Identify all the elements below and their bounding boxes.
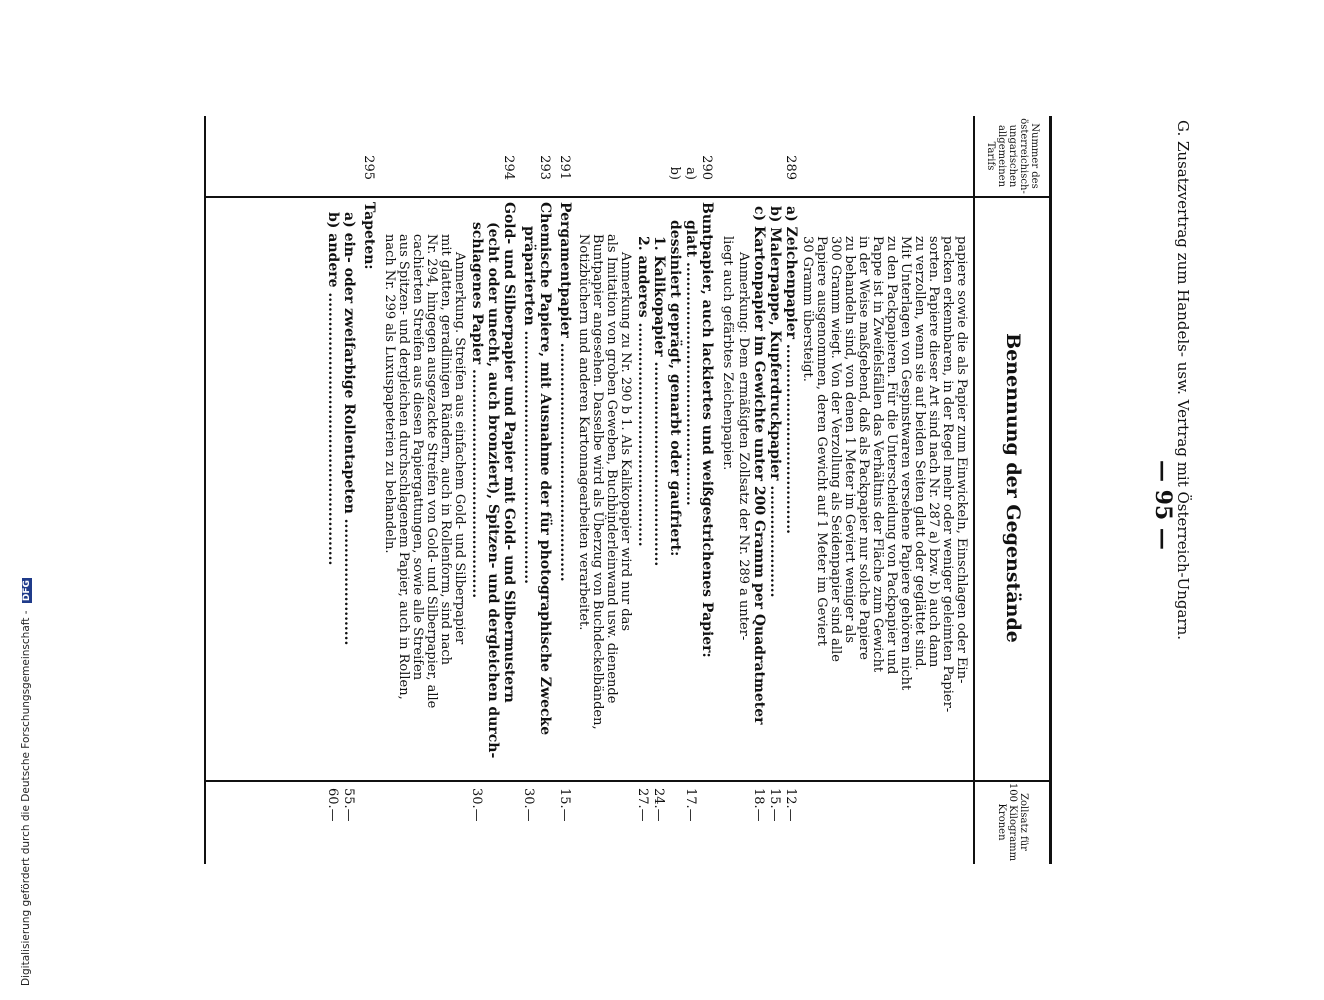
item-description: Buntpapier angesehen. Dasselbe wird als Überzug von Buchdeckelbänden, — [590, 234, 605, 730]
item-description: mit glatten, geradlinigen Rändern, auch in Rollenform, sind nach — [438, 234, 453, 666]
tariff-number: a) — [683, 167, 698, 180]
side-note-container — [0, 0, 32, 1000]
item-description: zu den Packpapieren. Für die Unterscheidung von Packpapier und — [884, 236, 899, 675]
item-description: aus Spitzen- und dergleichen durchschlagenem Papier, auch in Rollen, — [396, 234, 411, 700]
item-description: schlagenes Papier ............................................... — [469, 222, 485, 599]
item-description: sorten. Papiere dieser Art sind nach Nr. 287 a) bzw. b) auch dann — [926, 236, 941, 668]
tariff-number: 290 — [699, 155, 714, 180]
running-header — [1150, 120, 1206, 900]
item-description: Notizbüchern und anderen Kartonnagearbeiten verarbeitet. — [576, 234, 591, 631]
item-description: b) Malerpappe, Kupferdruckpapier ....................... — [767, 206, 783, 598]
column-divider — [204, 780, 1052, 782]
duty-rate: 55.— — [341, 788, 356, 822]
table-bottom-rule — [204, 116, 206, 864]
item-description: dessiniert geprägt, genarbt oder gaufriert: — [667, 220, 683, 557]
tariff-table — [204, 116, 1052, 864]
item-description: in der Weise maßgebend, daß als Packpapier nur solche Papiere — [856, 236, 871, 660]
item-description: Anmerkung zu Nr. 290 b 1. Als Kalikopapier wird nur das — [618, 252, 633, 631]
item-description: a) Zeichenpapier ....................................... — [783, 206, 799, 535]
item-description: packen erkennbaren, in der Regel mehr oder weniger geleimten Papier- — [940, 236, 955, 713]
item-description: präparierten .................................................... — [521, 226, 537, 584]
digitization-note: Digitalisierung gefördert durch die Deutsche Forschungsgemeinschaft - — [20, 610, 32, 986]
tariff-number: 294 — [501, 155, 516, 180]
item-description: Gold- und Silberpapier und Papier mit Gold- und Silbermustern — [501, 202, 517, 703]
tariff-number: 293 — [537, 155, 552, 180]
item-description: b) andere ........................................................ — [325, 212, 341, 566]
item-description: cachierten Streifen aus diesen Papiergattungen, sowie alle Streifen — [410, 234, 425, 681]
item-description: glatt .................................................. — [683, 220, 699, 506]
tariff-number: 291 — [557, 155, 572, 180]
duty-rate: 30.— — [521, 788, 536, 822]
item-description: Papiere ausgenommen, deren Gewicht auf 1 Meter im Geviert — [814, 236, 829, 646]
header-title: G. Zusatzvertrag zum Handels- usw. Vertrag mit Österreich-Ungarn. — [1174, 120, 1192, 640]
item-description: liegt auch gefärbtes Zeichenpapier. — [720, 236, 735, 471]
item-description: 300 Gramm wiegt. Von der Verzollung als Seidenpapier sind alle — [828, 236, 843, 662]
item-description: Pergamentpapier ................................................. — [557, 202, 573, 582]
duty-rate: 27.— — [635, 788, 650, 822]
duty-rate: 30.— — [469, 788, 484, 822]
header-rule — [973, 116, 975, 864]
item-description: zu behandeln sind, von denen 1 Meter im Geviert weniger als — [842, 236, 857, 644]
duty-rate: 17.— — [683, 788, 698, 822]
item-description: 1. Kalikopapier .......................................... — [651, 236, 667, 567]
item-description: nach Nr. 299 als Luxuspapeterien zu behandeln. — [382, 234, 397, 554]
item-description: papiere sowie die als Papier zum Einwickeln, Einschlagen oder Ein- — [954, 236, 969, 684]
item-description: Mit Unterlagen von Gespinstwaren versehene Papiere gehören nicht — [898, 236, 913, 691]
item-description: Tapeten: — [361, 202, 377, 270]
duty-rate: 12.— — [783, 788, 798, 822]
item-description: Pappe ist in Zweifelsfällen das Verhältnis der Fläche zum Gewicht — [870, 236, 885, 673]
column-divider — [204, 196, 1052, 198]
duty-rate: 15.— — [557, 788, 572, 822]
item-description: c) Kartonpapier im Gewichte unter 200 Gramm per Quadratmeter — [751, 206, 767, 725]
item-description: als Imitation von groben Geweben, Buchbinderleinwand usw. dienende — [604, 234, 619, 704]
duty-rate: 24.— — [651, 788, 666, 822]
table-top-rule — [1049, 116, 1052, 864]
column-header-number: Nummer des österreichisch-ungarischen allgemeinen Tarifs — [985, 118, 1041, 194]
dfg-logo-icon: DFG — [22, 580, 32, 602]
duty-rate: 60.— — [325, 788, 340, 822]
tariff-number: 289 — [783, 155, 798, 180]
item-description: Chemische Papiere, mit Ausnahme der für photographische Zwecke — [537, 202, 553, 736]
item-description: (echt oder unecht, auch bronziert), Spitzen- und dergleichen durch- — [485, 222, 501, 759]
column-header-rate: Zollsatz für 100 Kilogramm Kronen — [996, 782, 1030, 862]
page-number: — 95 — — [1150, 460, 1176, 550]
tariff-number: b) — [667, 166, 682, 180]
item-description: Nr. 294, hingegen ausgezackte Streifen von Gold- und Silberpapier, alle — [424, 234, 439, 709]
duty-rate: 15.— — [767, 788, 782, 822]
item-description: zu verzollen, wenn sie auf beiden Seiten glatt oder geglättet sind. — [912, 236, 927, 671]
item-description: 2. anderes .............................................. — [635, 236, 651, 547]
item-description: Anmerkung. Streifen aus einfachem Gold- und Silberpapier — [452, 252, 467, 645]
item-description: Buntpapier, auch lackiertes und weißgestrichenes Papier: — [699, 202, 715, 658]
item-description: 30 Gramm übersteigt. — [800, 236, 815, 382]
duty-rate: 18.— — [751, 788, 766, 822]
item-description: a) ein- oder zweifarbige Rollentapeten .......................... — [341, 212, 357, 646]
column-header-name: Benennung der Gegenstände — [1002, 333, 1025, 643]
item-description: Anmerkung: Dem ermäßigten Zollsatz der Nr. 289 a unter- — [736, 252, 751, 641]
tariff-number: 295 — [361, 155, 376, 180]
